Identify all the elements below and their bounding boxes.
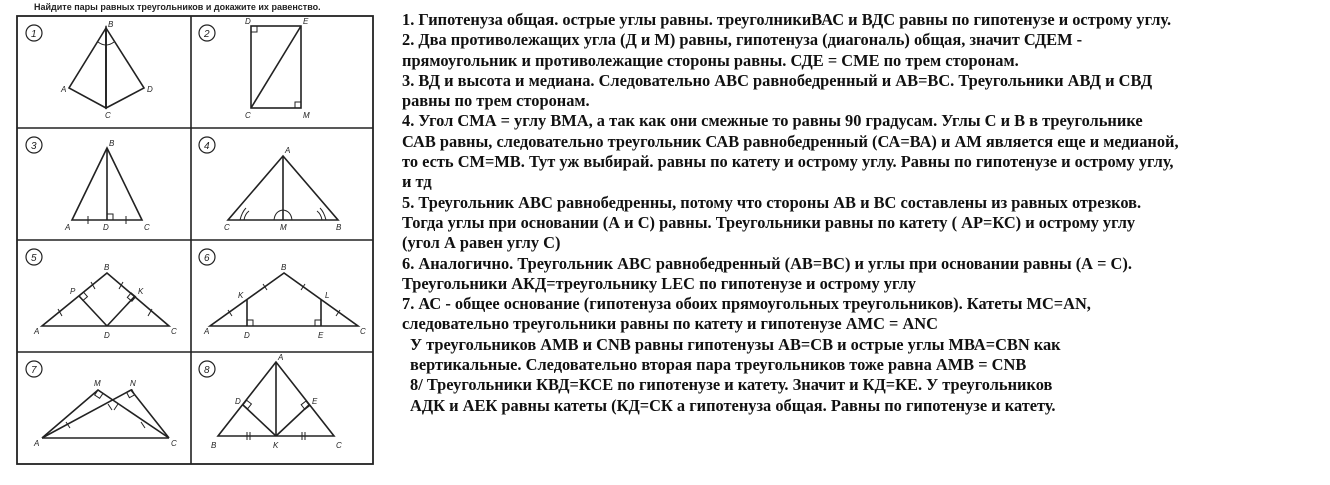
answer-line: Тогда углы при основании (А и С) равны. Треугольники равны по катету ( АР=КС) и острому углу [402,212,1136,232]
answer-line: 7. АС - общее основание (гипотенуза обоих прямоугольных треугольников). Катеты МС=АN, [402,294,1091,314]
svg-text:M: M [94,379,101,388]
svg-text:A: A [61,85,67,94]
svg-text:D: D [244,331,250,340]
svg-text:E: E [303,17,309,26]
svg-text:C: C [224,223,230,232]
answer-line: 2. Два противолежащих угла (Д и М) равны, гипотенуза (диагональ) общая, значит СДЕМ - [402,30,1083,50]
svg-text:M: M [280,223,287,232]
answer-line: 8/ Треугольники КВД=КСЕ по гипотенузе и катету. Значит и КД=КЕ. У треугольников [410,375,1053,395]
answer-line: вертикальные. Следовательно вторая пара треугольников тоже равна АМВ = СNВ [410,355,1027,375]
svg-text:5: 5 [31,253,37,264]
svg-text:B: B [104,263,110,272]
svg-text:D: D [103,223,109,232]
svg-text:M: M [303,111,310,120]
answer-line: 6. Аналогично. Треугольник АВС равнобедренный (АВ=ВС) и углы при основании равны (А = С). [402,253,1132,273]
answer-line: 1. Гипотенуза общая. острые углы равны. треуголникиВАС и ВДС равны по гипотенузе и острому углу. [402,10,1172,29]
figure-8 [199,353,342,450]
svg-text:4: 4 [204,141,210,152]
svg-text:E: E [312,397,318,406]
figure-5 [26,249,177,340]
svg-text:3: 3 [31,141,37,152]
svg-text:D: D [245,17,251,26]
svg-text:N: N [130,379,136,388]
answer-line: 3. ВД и высота и медиана. Следовательно АВС равнобедренный и АВ=ВС. Треугольники АВД и СВД [402,70,1153,90]
svg-text:A: A [204,327,210,336]
svg-text:K: K [238,291,244,300]
answer-line: 4. Угол СМА = углу ВМА, а так как они смежные то равны 90 градусам. Углы С и В в треугольнике [402,111,1143,131]
svg-text:2: 2 [204,29,210,40]
svg-text:B: B [109,139,115,148]
svg-text:E: E [318,331,324,340]
svg-text:L: L [325,291,330,300]
svg-text:B: B [211,441,217,450]
svg-text:A: A [34,439,40,448]
svg-text:7: 7 [31,365,37,376]
worksheet-image [14,0,376,470]
svg-text:A: A [285,146,291,155]
worksheet-title: Найдите пары равных треугольников и докажите их равенство. [34,2,321,12]
svg-text:6: 6 [204,253,210,264]
svg-text:C: C [105,111,111,120]
answer-line: У треугольников АМВ и СNВ равны гипотенузы АВ=СВ и острые углы МВА=СВN как [410,334,1061,354]
svg-text:D: D [147,85,153,94]
svg-text:B: B [108,20,114,29]
svg-text:B: B [281,263,287,272]
figure-2 [199,17,310,120]
svg-text:A: A [34,327,40,336]
svg-text:C: C [336,441,342,450]
figure-6 [199,249,366,340]
svg-text:8: 8 [204,365,210,376]
answer-line: АДК и АЕК равны катеты (КД=СК а гипотенуза общая. Равны по гипотенузе и катету. [410,395,1056,415]
answer-line: САВ равны, следовательно треугольник САВ равнобедренный (СА=ВА) и АМ является еще и медианой, [402,131,1179,151]
svg-text:C: C [171,327,177,336]
answer-line: равны по трем сторонам. [402,91,590,111]
svg-text:K: K [273,441,279,450]
figure-1 [26,20,153,120]
svg-text:C: C [171,439,177,448]
figure-4 [199,137,342,232]
answer-line: то есть СМ=МВ. Тут уж выбирай. равны по катету и острому углу. Равны по гипотенузе и острому углу, [402,152,1174,172]
answer-line: (угол А равен углу С) [402,233,561,253]
svg-text:C: C [144,223,150,232]
svg-text:A: A [278,353,284,362]
svg-text:1: 1 [31,29,37,40]
svg-text:D: D [104,331,110,340]
answer-line: 5. Треугольник АВС равнобедренны, потому что стороны АВ и ВС составлены из равных отрезков. [402,192,1142,212]
answer-line: и тд [402,172,432,192]
svg-text:B: B [336,223,342,232]
answer-line: следовательно треугольники равны по катету и гипотенузе АМС = АNС [402,314,938,334]
svg-text:C: C [245,111,251,120]
answer-line: прямоугольник и противолежащие стороны равны. СДЕ = СМЕ по трем сторонам. [402,50,1019,70]
svg-text:P: P [70,287,76,296]
svg-text:C: C [360,327,366,336]
answer-line: Треугольники АКД=треугольнику LЕС по гипотенузе и острому углу [402,273,916,293]
svg-text:A: A [65,223,71,232]
answer-text [402,10,1322,416]
svg-text:K: K [138,287,144,296]
figure-3 [26,137,150,232]
figure-7 [26,361,177,448]
svg-text:D: D [235,397,241,406]
